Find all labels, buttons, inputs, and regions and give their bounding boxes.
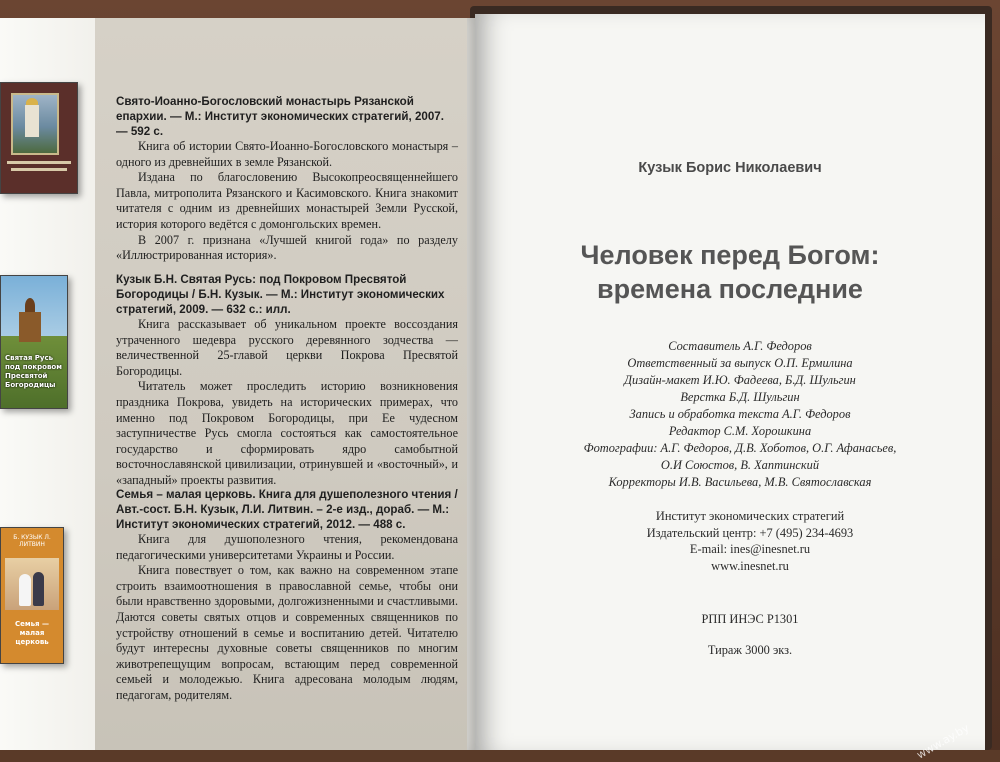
entry-paragraph: Книга повествует о том, как важно на современном этапе строить взаимоотношения в православной семье, чтобы они были нравственно здоровыми, долгожизненными и счастливыми. Даются советы святых отцов и современных священников по устройству отношений в семье и воспитанию детей. Читателю будут интересны духовные советы священников по многим животрепещущим вопросам, встающим перед современной семьей и молодежью. Книга адресована молодым людям, педагогам, родителям. [116,563,458,702]
cover-title: Святая Русь под покровом Пресвятой Богородицы [5,354,62,389]
entry-paragraph: Издана по благословению Высокопреосвященнейшего Павла, митрополита Рязанского и Касимовского. Книга знакомит читателя с одним из древнейших монастырей Земли Русской, история которого ведётся с домонгольских времен. [116,170,458,231]
publisher-phone: Издательский центр: +7 (495) 234-4693 [646,525,854,540]
entry-paragraph: В 2007 г. признана «Лучшей книгой года» по разделу «Иллюстрированная история». [116,232,458,263]
credit-line: Редактор С.М. Хорошкина [668,424,812,438]
publisher-name: Институт экономических стратегий [655,509,845,523]
cover-photo [5,558,59,610]
entry-paragraph: Книга об истории Свято-Иоанно-Богословского монастыря – одного из древнейших в земле Рязанской. [116,139,458,169]
rpp-code: РПП ИНЭС Р1301 [701,612,799,626]
print-run: Тираж 3000 экз. [707,643,793,657]
credit-line: Ответственный за выпуск О.П. Ермилина [627,356,853,370]
credit-line: Корректоры И.В. Васильева, М.В. Святославская [608,475,872,489]
book-title-line1: Человек перед Богом: [580,240,880,270]
author-name: Кузык Борис Николаевич [638,160,822,176]
watermark: www.ay.by [914,721,972,762]
publisher-block [600,508,900,574]
entry-heading: Свято-Иоанно-Богословский монастырь Рязанской епархии. — М.: Институт экономических стратегий, 2007. — 592 с. [116,95,444,138]
book-cover-family [0,527,64,664]
book-cover-holy-rus [0,275,68,409]
book-entry-holy-rus [116,272,458,489]
credit-line: Составитель А.Г. Федоров [668,339,812,353]
cover-title-line [11,168,67,171]
entry-heading: Семья – малая церковь. Книга для душеполезного чтения / Авт.-сост. Б.Н. Кузык, Л.И. Литвин. – 2-е изд., дораб. — М.: Институт экономических стратегий, 2012. — 488 с. [116,488,458,531]
credit-line: О.И Союстов, В. Хаптинский [660,458,820,472]
credit-line: Фотографии: А.Г. Федоров, Д.В. Хоботов, О.Г. Афанасьев, [583,441,897,455]
credit-line: Верстка Б.Д. Шульгин [680,390,800,404]
church-shape [25,105,39,137]
book-entry-monastery [116,94,458,264]
wooden-church-shape [19,312,41,342]
cover-authors: Б. КУЗЫК Л. ЛИТВИН [13,534,51,548]
cover-title: Семья — малая церковь [15,620,49,646]
book-entry-family [116,487,458,704]
publisher-website: www.inesnet.ru [711,558,789,573]
book-cover-monastery [0,82,78,194]
publisher-email: E-mail: ines@inesnet.ru [689,542,811,556]
book-title-line2: времена последние [597,274,863,304]
cover-title-line [7,161,71,164]
entry-paragraph: Книга рассказывает об уникальном проекте воссоздания утраченного шедевра русского деревянного зодчества — величественной 25-главой церкви Покрова Пресвятой Богородицы. [116,317,458,378]
credits-block [560,338,920,491]
groom-figure [33,572,44,606]
bride-figure [19,574,31,606]
entry-paragraph: Читатель может проследить историю возникновения праздника Покрова, увидеть на исторических примерах, что именно под Покровом Богородицы, при Ее чудесном заступничестве Русь смогла состояться как самостоятельное государство и сформировать ядро самобытной восточнославянской цивилизации, отринувшей и «восточный», и «западный» проекты развития. [116,379,458,487]
entry-heading: Кузык Б.Н. Святая Русь: под Покровом Пресвятой Богородицы / Б.Н. Кузык. — М.: Институт экономических стратегий, 2009. — 632 с.: илл. [116,273,445,316]
book-title [475,238,985,306]
credit-line: Дизайн-макет И.Ю. Фадеева, Б.Д. Шульгин [624,373,856,387]
credit-line: Запись и обработка текста А.Г. Федоров [629,407,851,421]
entry-paragraph: Книга для душополезного чтения, рекомендована педагогическими университетами Украины и России. [116,532,458,562]
